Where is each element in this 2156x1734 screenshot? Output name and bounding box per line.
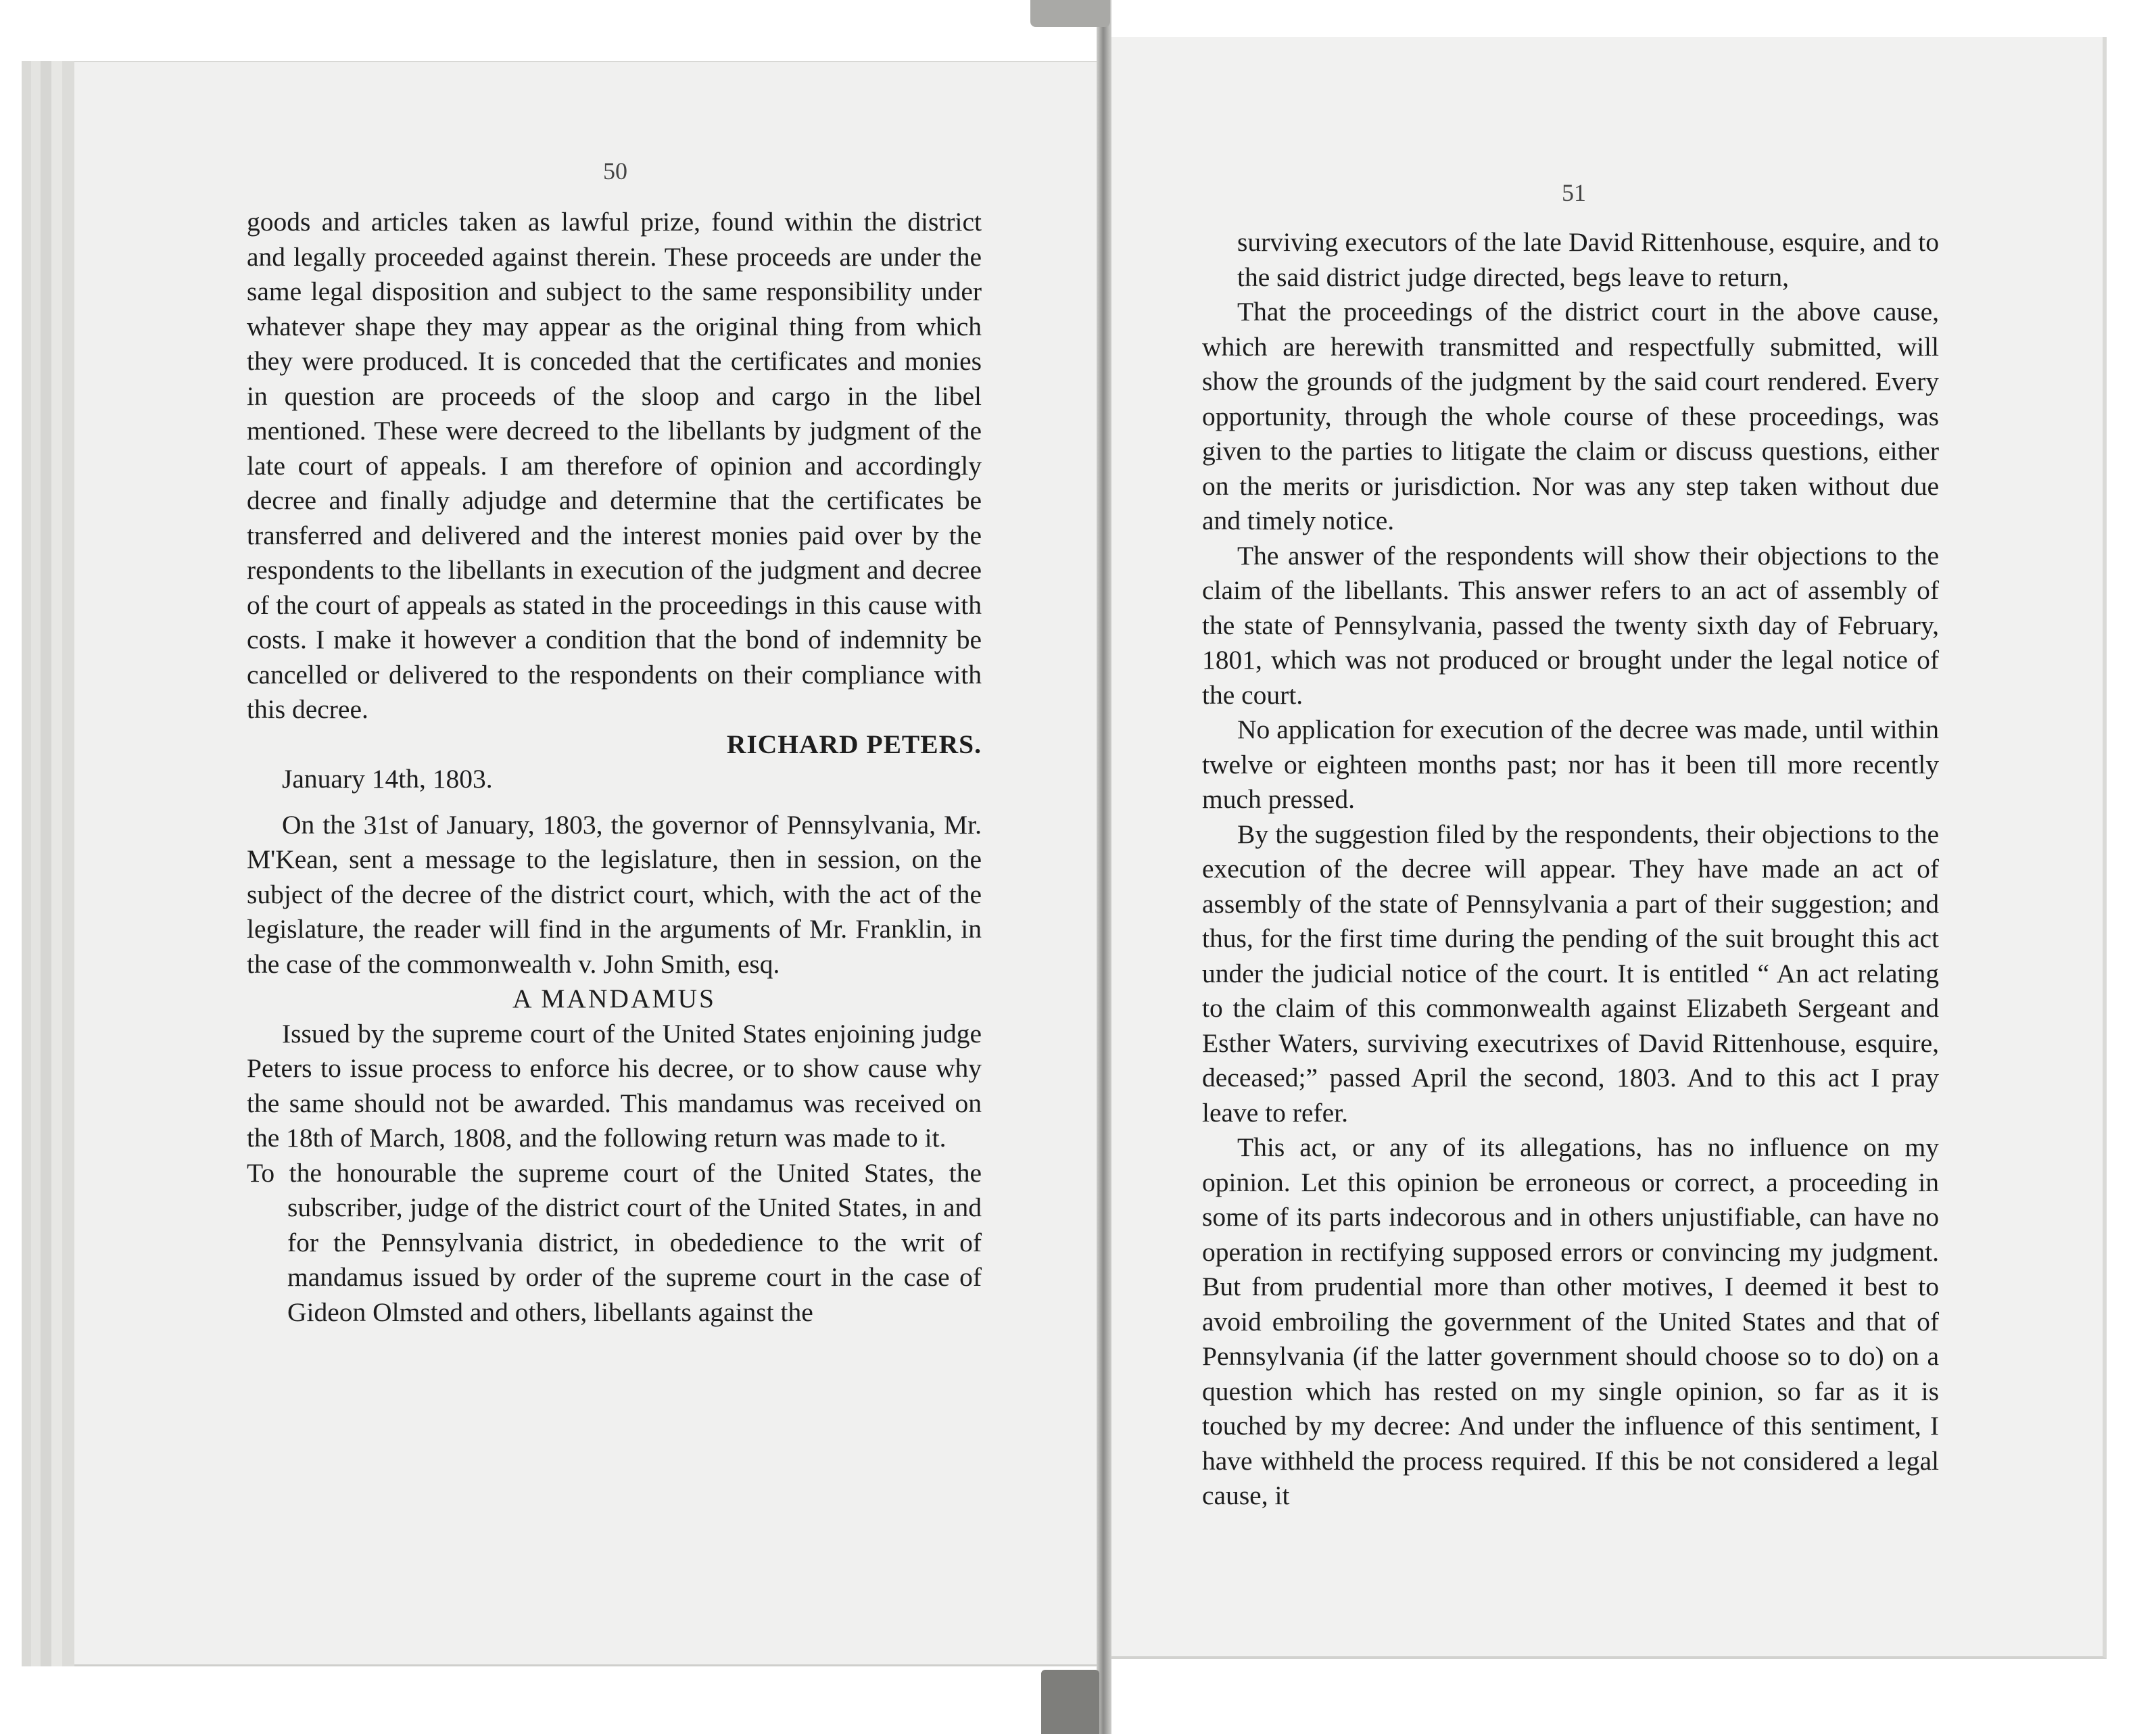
right-paragraph-4: No application for execution of the decree was made, until within twelve or eighteen months past; nor has it been till more recently much pressed. <box>1202 715 1939 814</box>
section-heading: A MANDAMUS <box>512 984 717 1013</box>
book-gutter <box>1097 0 1111 1734</box>
binding-clip-bottom <box>1041 1670 1099 1734</box>
left-page-number: 50 <box>603 158 627 185</box>
right-page-text <box>1202 225 1939 1514</box>
left-paragraph-3: Issued by the supreme court of the United States enjoining judge Peters to issue process to enforce his decree, or to show cause why the same should not be awarded. This mandamus was received on the 18th of March, 1808, and the following return was made to it. <box>247 1018 982 1153</box>
right-paragraph-5: By the suggestion filed by the respondents, their objections to the execution of the decree will appear. They have made an act of assembly of the state of Pennsylvania a part of their suggestion; and thus, for the first time during the pending of the suit brought this act under the judicial notice of the court. It is entitled “ An act relating to the claim of this commonwealth against Elizabeth Sergeant and Esther Waters, surviving executrixes of David Rittenhouse, esquire, deceased;” passed April the second, 1803. And to this act I pray leave to refer. <box>1202 819 1939 1128</box>
date-line: January 14th, 1803. <box>282 764 493 794</box>
right-paragraph-6: This act, or any of its allegations, has no influence on my opinion. Let this opinion be erroneous or correct, a proceeding in some of its parts indecorous and in others unjustifiable, can have no operation in rectifying supposed errors or convincing my judgment. But from prudential more than other motives, I deemed it best to avoid embroiling the government of the United States and that of Pennsylvania (if the latter government should choose so to do) on a question which has rested on my single opinion, so far as it is touched by my decree: And under the influence of this sentiment, I have withheld the process required. If this be not considered a legal cause, it <box>1202 1132 1939 1510</box>
right-paragraph-3: The answer of the respondents will show their objections to the claim of the libellants. This answer refers to an act of assembly of the state of Pennsylvania, passed the twenty sixth day of February, 1801, which was not produced or brought under the legal notice of the court. <box>1202 540 1939 710</box>
right-paragraph-1: surviving executors of the late David Rittenhouse, esquire, and to the said district judge directed, begs leave to return, <box>1237 227 1939 292</box>
signature: RICHARD PETERS. <box>726 729 982 759</box>
left-page-text <box>247 205 982 1330</box>
binding-clip-top <box>1030 0 1110 27</box>
left-paragraph-1: goods and articles taken as lawful prize, found within the district and legally proceeded against therein. These proceeds are under the same legal disposition and subject to the same responsibility under whatever shape they may appear as the original thing from which they were produced. It is conceded that the certificates and monies in question are proceeds of the sloop and cargo in the libel mentioned. These were decreed to the libellants by judgment of the late court of appeals. I am therefore of opinion and accordingly decree and finally adjudge and determine that the certificates be transferred and delivered and the interest monies paid over by the respondents to the libellants in execution of the judgment and decree of the court of appeals as stated in the proceedings in this cause with costs. I make it however a condition that the bond of indemnity be cancelled or delivered to the respondents on their compliance with this decree. <box>247 207 982 724</box>
left-paragraph-4: To the honourable the supreme court of the United States, the subscriber, judge of the district court of the United States, in and for the Pennsylvania district, in obededience to the writ of mandamus issued by order of the supreme court in the case of Gideon Olmsted and others, libellants against the <box>247 1157 982 1327</box>
right-page-number: 51 <box>1562 179 1586 206</box>
left-paragraph-2: On the 31st of January, 1803, the governor of Pennsylvania, Mr. M'Kean, sent a message to the legislature, then in session, on the subject of the decree of the district court, which, with the act of the legislature, the reader will find in the arguments of Mr. Franklin, in the case of the commonwealth v. John Smith, esq. <box>247 809 982 979</box>
right-paragraph-2: That the proceedings of the district court in the above cause, which are herewith transmitted and respectfully submitted, will show the grounds of the judgment by the said court rendered. Every opportunity, through the whole course of these proceedings, was given to the parties to litigate the claim or discuss questions, either on the merits or jurisdiction. Nor was any step taken without due and timely notice. <box>1202 297 1939 535</box>
